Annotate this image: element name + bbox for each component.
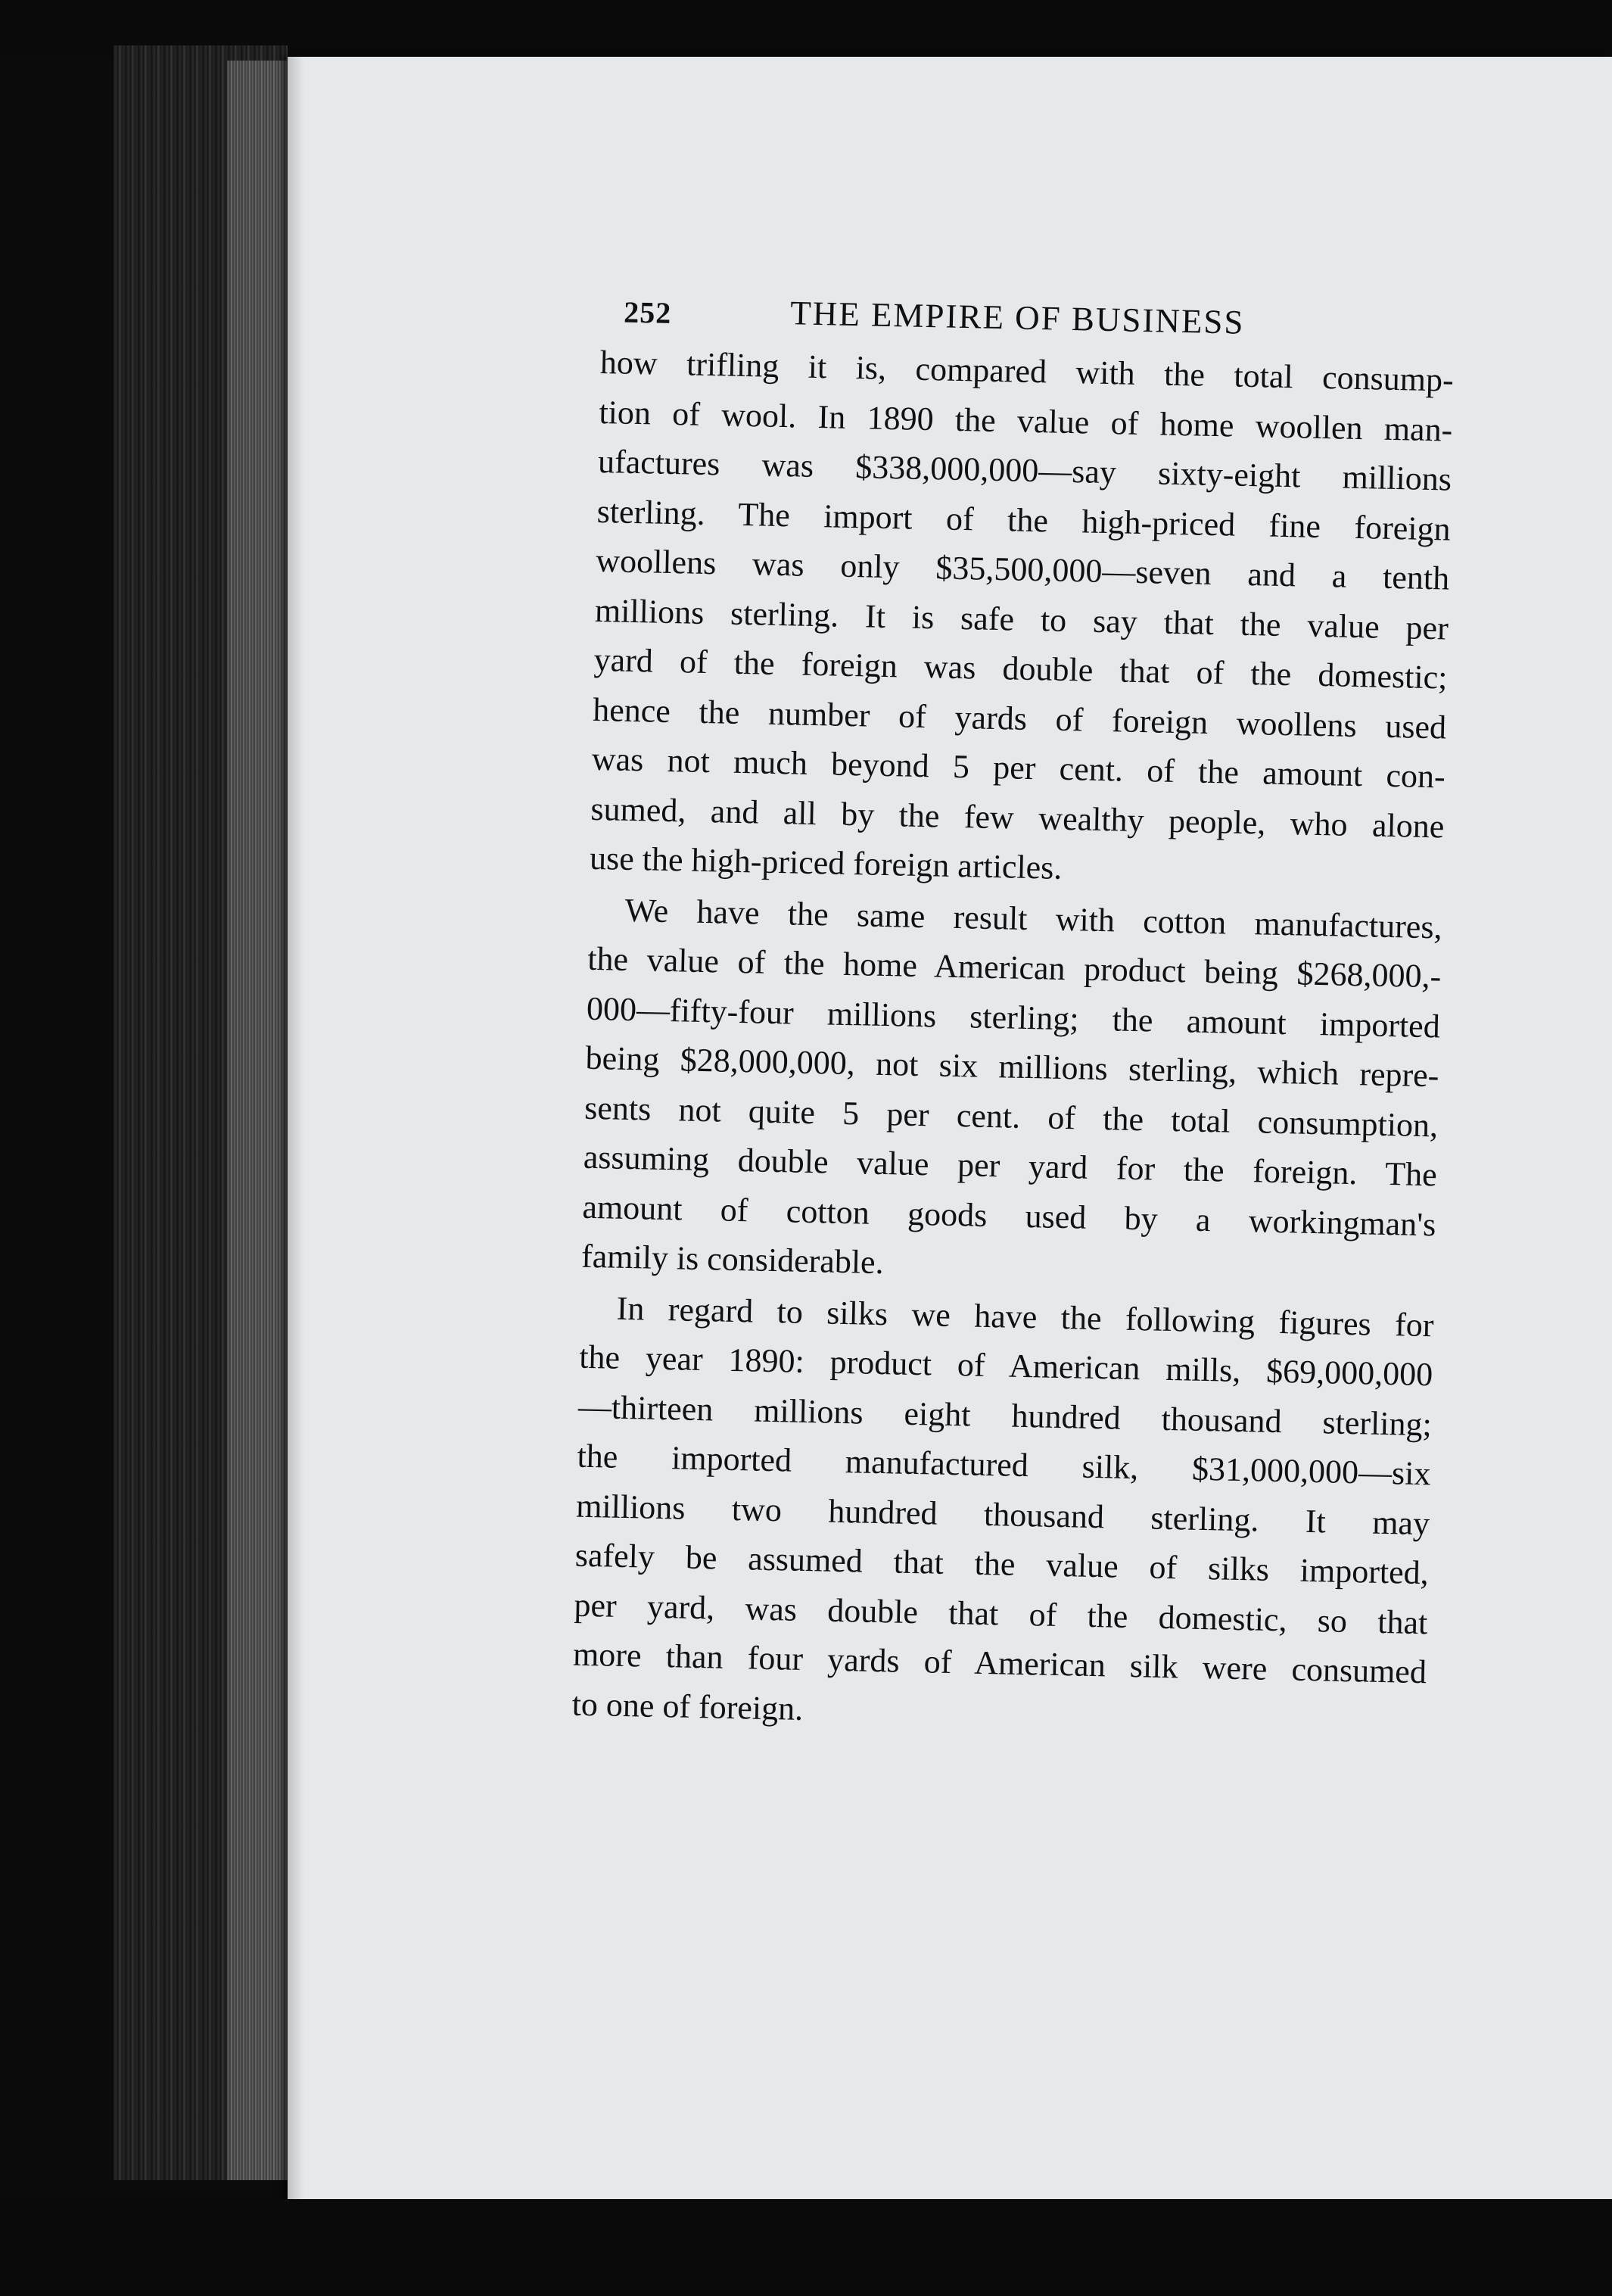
text-line: how trifling it is, compared with the total consump-: [599, 343, 1455, 399]
page-number: 252: [623, 294, 672, 330]
text-line: use the high-priced foreign articles.: [589, 839, 1063, 886]
text-line: the imported manufactured silk, $31,000,000—six: [577, 1437, 1431, 1493]
text-line: more than four yards of American silk were consumed: [572, 1635, 1427, 1691]
book-title: THE EMPIRE OF BUSINESS: [789, 294, 1246, 341]
text-line: family is considerable.: [580, 1237, 885, 1282]
text-line: to one of foreign.: [571, 1685, 804, 1727]
text-line: per yard, was double that of the domestic, so that: [574, 1586, 1428, 1641]
text-line: amount of cotton goods used by a workingman's: [582, 1188, 1436, 1243]
text-line: millions sterling. It is safe to say that the value per: [594, 591, 1449, 647]
text-line: the value of the home American product being $268,000,-: [587, 939, 1442, 995]
text-line: was not much beyond 5 per cent. of the amount con-: [591, 740, 1446, 796]
text-line: 000—fifty-four millions sterling; the amount imported: [586, 989, 1441, 1045]
page-text-block: [571, 286, 1455, 1746]
text-line: In regard to silks we have the following figures for: [616, 1289, 1435, 1344]
text-line: woollens was only $35,500,000—seven and a tenth: [595, 541, 1450, 597]
text-line: sterling. The import of the high-priced fine foreign: [596, 492, 1452, 548]
text-line: tion of wool. In 1890 the value of home woollen man-: [599, 393, 1453, 449]
paragraph-cotton: [580, 884, 1442, 1299]
text-line: sents not quite 5 per cent. of the total consumption,: [583, 1089, 1439, 1144]
text-line: yard of the foreign was double that of the domestic;: [593, 640, 1448, 696]
book-page-edges-inner: [227, 61, 288, 2180]
scan-bottom-border: [0, 2199, 1612, 2296]
text-line: —thirteen millions eight hundred thousand sterling;: [577, 1388, 1433, 1443]
text-line: We have the same result with cotton manufactures,: [624, 891, 1443, 946]
page-gutter-shadow: [288, 57, 304, 2199]
text-line: hence the number of yards of foreign woollens used: [592, 690, 1447, 746]
text-line: assuming double value per yard for the foreign. The: [583, 1138, 1438, 1194]
paragraph-wool: [589, 338, 1454, 901]
text-line: millions two hundred thousand sterling. It may: [575, 1487, 1430, 1542]
text-line: safely be assumed that the value of silks imported,: [574, 1536, 1430, 1592]
text-line: the year 1890: product of American mills, $69,000,000: [578, 1338, 1433, 1394]
paragraph-silk: [571, 1282, 1434, 1746]
text-line: sumed, and all by the few wealthy people, who alone: [590, 790, 1445, 845]
text-line: ufactures was $338,000,000—say sixty-eight millions: [597, 442, 1452, 498]
text-line: being $28,000,000, not six millions sterling, which repre-: [585, 1039, 1439, 1095]
